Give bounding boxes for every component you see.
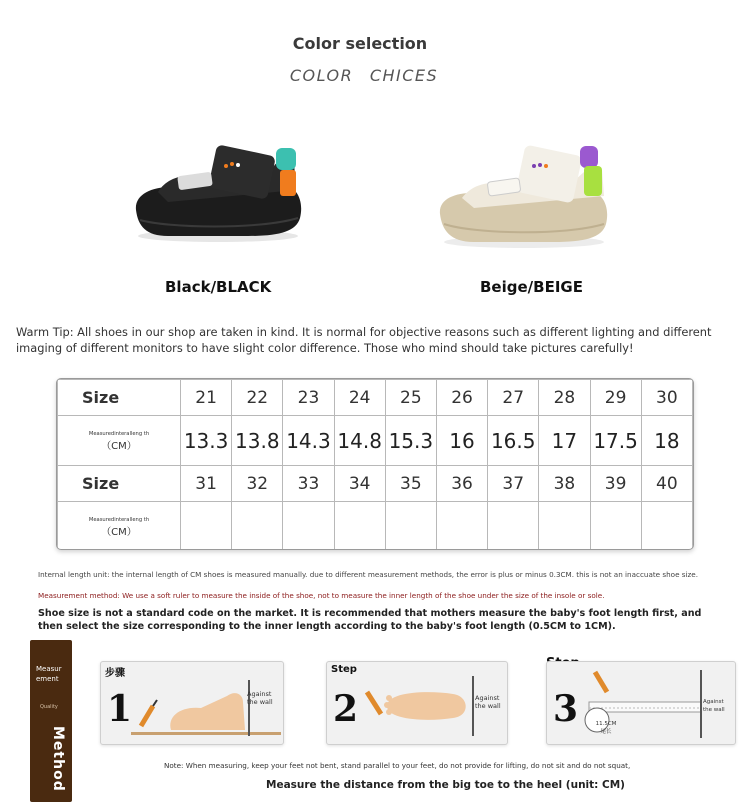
size-cell: 30 [641, 380, 692, 416]
step-2-card [326, 661, 508, 745]
method-panel [30, 640, 72, 802]
length-cell: 14.3 [283, 416, 334, 466]
size-cell: 24 [334, 380, 385, 416]
measuring-note: Note: When measuring, keep your feet not bent, stand parallel to your feet, do not provide for lifting, do not sit and do not squat, [164, 761, 631, 770]
internal-length-note: Internal length unit: the internal length of CM shoes is measured manually. due to different measurement methods, the error is plus or minus 0.3CM. this is not an inaccuate shoe size. [38, 570, 699, 579]
table-row [58, 502, 693, 551]
step-1-card [100, 661, 284, 745]
page-subtitle: COLOR CHICES [289, 66, 439, 85]
step-1-tag: 步骤 [105, 668, 125, 679]
wall-label: Against the wall [247, 690, 273, 706]
size-cell: 36 [436, 466, 487, 502]
length-cell: 17 [539, 416, 590, 466]
measure-label: Measuredinteralleng th [88, 431, 150, 437]
size-cell: 40 [641, 466, 692, 502]
size-header: Size [58, 380, 181, 416]
size-cell: 39 [590, 466, 641, 502]
length-cell: 17.5 [590, 416, 641, 466]
size-cell: 21 [181, 380, 232, 416]
size-cell: 37 [488, 466, 539, 502]
length-cell [232, 502, 283, 551]
size-table [56, 378, 694, 550]
shoe-size-advice: Shoe size is not a standard code on the market. It is recommended that mothers measure the baby's foot length first, and then select the size corresponding to the inner length according to the baby's foot length (0.5CM to 1CM). [38, 608, 702, 632]
length-cell [539, 502, 590, 551]
table-row [58, 466, 693, 502]
measure-value: 11.5CM [595, 721, 617, 727]
black-shoe-image [128, 132, 318, 252]
length-cell [590, 502, 641, 551]
unit-label: （CM） [101, 441, 137, 452]
length-cell: 18 [641, 416, 692, 466]
length-cell [385, 502, 436, 551]
length-cell [181, 502, 232, 551]
size-cell: 35 [385, 466, 436, 502]
method-label: Method [50, 726, 66, 792]
foot-against-wall-illustration [131, 676, 281, 742]
step-1-number: 1 [107, 688, 133, 730]
length-cell [436, 502, 487, 551]
size-cell: 32 [232, 466, 283, 502]
step-3-card [546, 661, 736, 745]
quality-mark: Quality [40, 704, 58, 710]
size-cell: 22 [232, 380, 283, 416]
length-cell [283, 502, 334, 551]
measure-header [58, 416, 181, 466]
size-cell: 29 [590, 380, 641, 416]
size-cell: 27 [488, 380, 539, 416]
color-label-black: Black/BLACK [165, 278, 272, 296]
length-cell: 13.3 [181, 416, 232, 466]
length-cell: 15.3 [385, 416, 436, 466]
size-cell: 38 [539, 466, 590, 502]
length-cell [641, 502, 692, 551]
measurement-method-note: Measurement method: We use a soft ruler to measure the inside of the shoe, not to measure the inner length of the shoe under the size of the insole or sole. [38, 591, 605, 600]
wall-label: Against the wall [475, 694, 501, 710]
length-cell: 14.8 [334, 416, 385, 466]
length-cell: 16 [436, 416, 487, 466]
size-cell: 28 [539, 380, 590, 416]
unit-label: （CM） [101, 527, 137, 538]
method-caption: Measur ement [36, 665, 62, 683]
step-2-tag: Step [331, 664, 357, 675]
color-label-beige: Beige/BEIGE [480, 278, 583, 296]
beige-shoe-image [434, 132, 624, 252]
length-cell: 13.8 [232, 416, 283, 466]
size-cell: 34 [334, 466, 385, 502]
step-3-number: 3 [553, 688, 579, 730]
measure-header [58, 502, 181, 551]
measure-label: Measuredinteralleng th [88, 517, 150, 523]
size-cell: 31 [181, 466, 232, 502]
size-cell: 26 [436, 380, 487, 416]
size-cell: 25 [385, 380, 436, 416]
step-2-number: 2 [333, 688, 359, 730]
size-header: Size [58, 466, 181, 502]
warm-tip-text: Warm Tip: All shoes in our shop are taken in kind. It is normal for objective reasons such as different lighting and different imaging of different monitors to have slight color difference. Those who mind should take pictures carefully! [16, 325, 712, 355]
size-cell: 23 [283, 380, 334, 416]
table-row [58, 416, 693, 466]
length-cell [488, 502, 539, 551]
measure-instruction: Measure the distance from the big toe to the heel (unit: CM) [266, 779, 625, 791]
measure-sub: 尾长 [600, 729, 612, 735]
wall-label: Against the wall [703, 699, 725, 713]
size-cell: 33 [283, 466, 334, 502]
page-title: Color selection [292, 34, 428, 53]
length-cell [334, 502, 385, 551]
table-row [58, 380, 693, 416]
length-cell: 16.5 [488, 416, 539, 466]
